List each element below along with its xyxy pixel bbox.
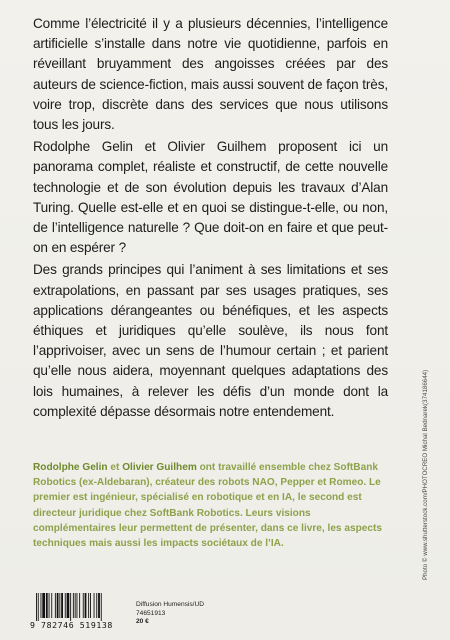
isbn-barcode <box>30 593 130 633</box>
barcode-bar <box>38 593 39 621</box>
cover-blurb <box>33 14 388 422</box>
barcode-bar <box>85 593 87 618</box>
authors-bio-text: ont travaillé ensemble chez SoftBank Robotics (ex-Aldebaran), créateur des robots NAO, Pepper et Romeo. Le premier est ingénieur, spécialisé en robotique et en IA, le second est directeur juridique chez SoftBank Robotics. Leurs visions complémentaires leur permettent de présenter, dans ce livre, les aspects techniques mais aussi les impacts sociétaux de l’IA. <box>33 462 382 550</box>
price: 20 € <box>136 618 149 626</box>
barcode-bar <box>46 593 48 618</box>
barcode-bar <box>75 593 76 618</box>
distributor: Diffusion Humensis/UD <box>136 601 205 608</box>
barcode-bar <box>57 593 59 618</box>
author-name-2: Olivier Guilhem <box>122 462 197 473</box>
product-code: 74651913 <box>136 609 166 617</box>
barcode-digits: 9 782746 519138 <box>30 620 113 630</box>
blurb-paragraph-2: Rodolphe Gelin et Olivier Guilhem proposent ici un panorama complet, réaliste et constructif, de cette nouvelle technologie et de son évolution depuis les travaux d’Alan Turing. Quelle est-elle et en quoi se distingue-t-elle, ou non, de l’intelligence naturelle ? Que doit-on en faire et que peut-on en espérer ? <box>33 139 388 256</box>
barcode-bar <box>55 593 56 618</box>
barcode-bar <box>90 593 91 618</box>
authors-connector: et <box>107 462 123 473</box>
blurb-paragraph-1: Comme l’électricité il y a plusieurs décennies, l’intelligence artificielle s’installe dans notre vie quotidienne, parfois en réveillant bruyamment des angoisses créées par des auteurs de science-fiction, mais aussi souvent de façon très, voire trop, discrète dans des services que nous utilisons tous les jours. <box>33 16 388 133</box>
barcode-bar <box>88 593 89 618</box>
barcode-bar <box>61 593 63 618</box>
barcode-bar <box>67 593 70 618</box>
barcode-bar <box>79 593 80 618</box>
blurb-paragraph-3: Des grands principes qui l’animent à ses limitations et ses extrapolations, en passant par ses usages pratiques, ses applications dérangeantes ou bénéfiques, et les aspects éthiques et juridiques qu’elle soulève, ils nous font l’apprivoiser, avec un sens de l’humour certain ; et parient qu’elle nous aidera, moyennant quelques adaptations des lois humaines, à relever les défis d’un monde dont la complexité dépasse désormais notre entendement. <box>33 262 388 419</box>
barcode-bar <box>94 593 95 618</box>
barcode-bar <box>42 593 45 618</box>
distribution-info <box>136 601 204 627</box>
barcode-bar <box>36 593 37 621</box>
barcode-bar <box>70 593 71 621</box>
photo-credit-text: Photo © www.shutterstock.com/PHOTOCREO Michal Bednarek(374186644) <box>422 369 429 580</box>
barcode-bar <box>83 593 84 618</box>
barcode-bar <box>59 593 60 618</box>
author-name-1: Rodolphe Gelin <box>33 462 108 473</box>
barcode-bar <box>41 593 42 618</box>
barcode-bar <box>73 593 74 618</box>
barcode-bars <box>36 593 130 621</box>
barcode-bar <box>98 593 100 618</box>
barcode-bar <box>101 593 102 621</box>
barcode-bar <box>51 593 52 618</box>
photo-credit <box>414 350 429 580</box>
authors-bio <box>33 460 385 551</box>
barcode-bar <box>77 593 78 618</box>
barcode-bar <box>65 593 66 618</box>
barcode-bar <box>96 593 97 618</box>
barcode-bar <box>49 593 50 618</box>
